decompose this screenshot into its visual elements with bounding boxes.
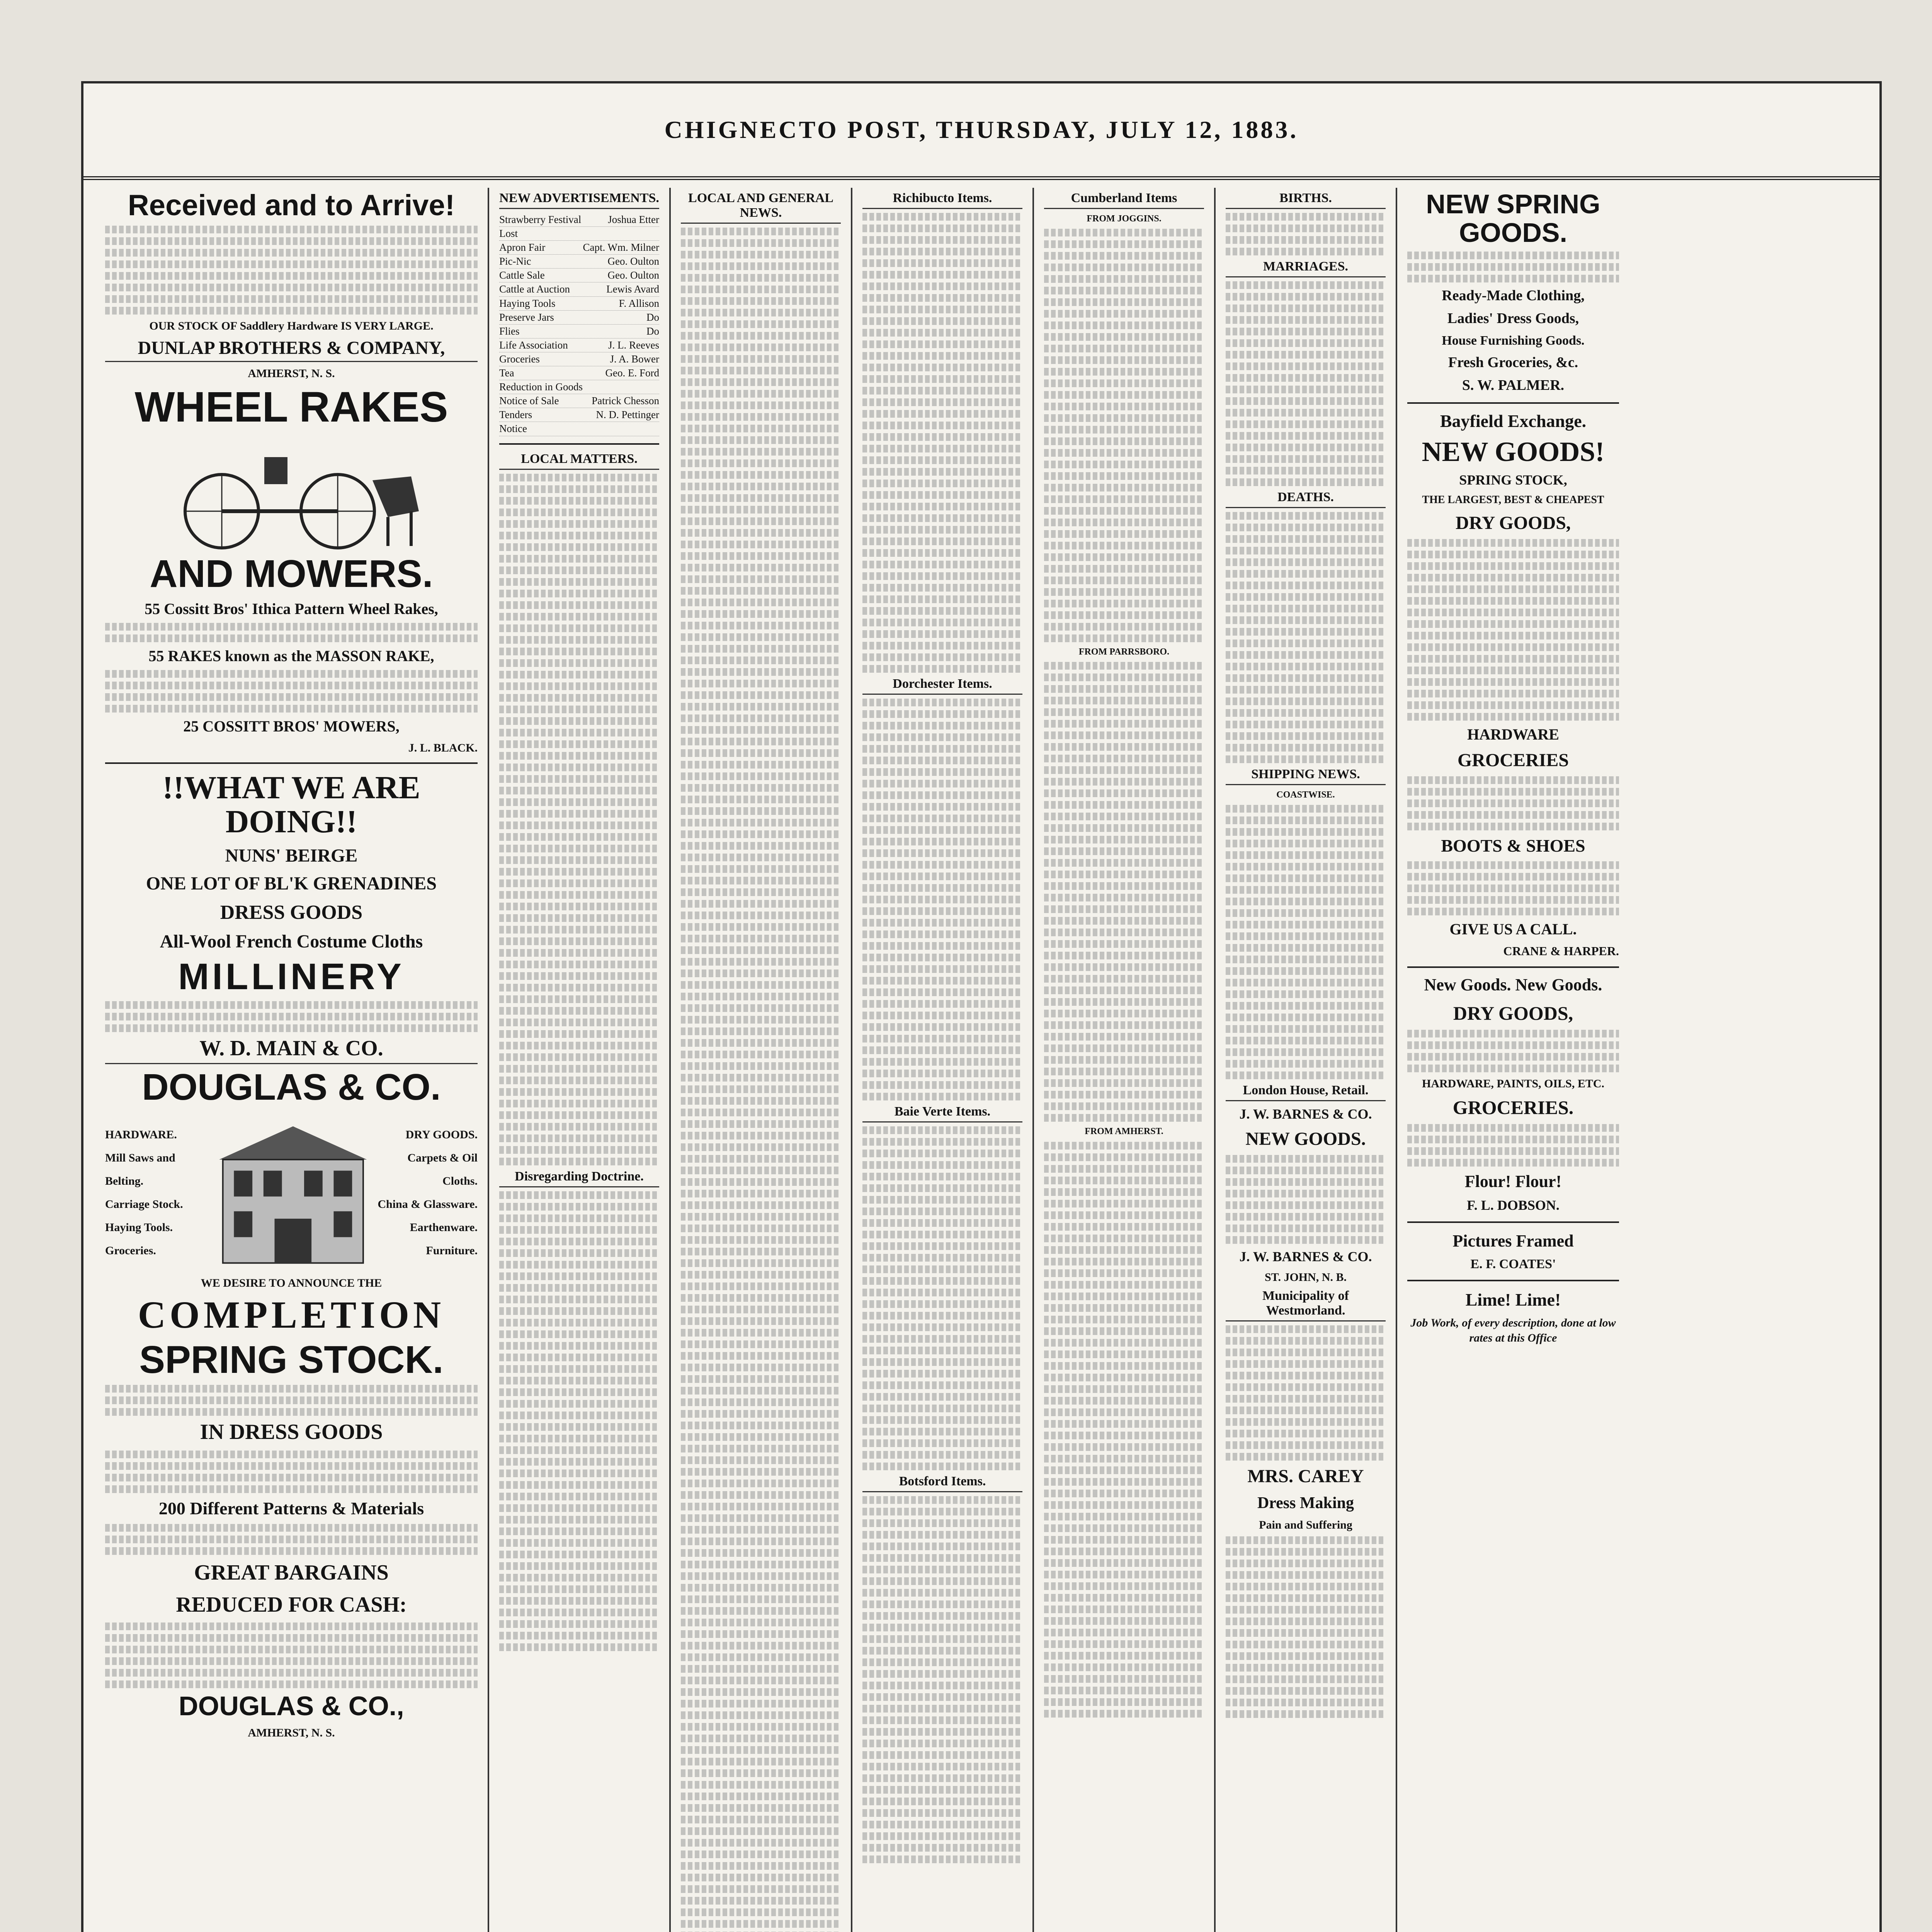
what-doing-heading: !!WHAT WE ARE DOING!! (162, 770, 420, 840)
dress-goods-line: DRESS GOODS (220, 901, 363, 924)
spring-goods-text (1407, 252, 1619, 282)
ad-advertiser: F. Allison (619, 297, 659, 309)
amherst-text (1044, 1142, 1204, 1718)
received-heading: Received and to Arrive! (128, 189, 455, 222)
coates-firm: E. F. COATES' (1470, 1257, 1556, 1271)
masthead (83, 83, 1879, 180)
ad-title: Strawberry Festival (499, 214, 582, 225)
douglas-heading: DOUGLAS & CO. (142, 1066, 441, 1108)
announce-line: WE DESIRE TO ANNOUNCE THE (201, 1277, 382, 1290)
column-ads-left (95, 188, 489, 1932)
london-house-heading: London House, Retail. (1226, 1083, 1386, 1101)
col2-text-a (499, 474, 659, 1165)
ladies-dress: Ladies' Dress Goods, (1447, 310, 1579, 327)
richibucto-heading: Richibucto Items. (862, 191, 1022, 209)
dry-goods-text (1407, 539, 1619, 721)
boots-shoes: BOOTS & SHOES (1441, 836, 1585, 856)
dunlap-firm: DUNLAP BROTHERS & COMPANY, (105, 337, 478, 362)
ad-title: Notice (499, 423, 527, 435)
groceries-2: GROCERIES. (1452, 1096, 1574, 1118)
ad-title: Apron Fair (499, 242, 546, 253)
deaths-text (1226, 512, 1386, 763)
ad-title: Reduction in Goods (499, 381, 583, 393)
flour-line: Flour! Flour! (1464, 1172, 1562, 1191)
ad-advertiser: Do (646, 311, 659, 323)
from-joggins: FROM JOGGINS. (1087, 214, 1162, 224)
column-cumberland (1034, 188, 1216, 1932)
millinery-heading: MILLINERY (178, 956, 405, 998)
ad-title: Tea (499, 367, 514, 379)
spring-stock-heading: SPRING STOCK. (139, 1338, 444, 1382)
groceries-line: GROCERIES (1457, 750, 1569, 770)
bayfield-heading: Bayfield Exchange. (1440, 411, 1587, 431)
ad-title: Notice of Sale (499, 395, 559, 407)
botsford-heading: Botsford Items. (862, 1474, 1022, 1492)
horse-rake-illustration (156, 434, 427, 550)
ad-advertiser: J. A. Bower (610, 353, 659, 365)
pain-suffering: Pain and Suffering (1259, 1519, 1352, 1532)
ad-title: Cattle at Auction (499, 283, 570, 295)
deaths-heading: DEATHS. (1226, 490, 1386, 508)
great-bargains: GREAT BARGAINS (194, 1560, 389, 1585)
baie-verte-heading: Baie Verte Items. (862, 1104, 1022, 1122)
dobson-firm: F. L. DOBSON. (1467, 1197, 1560, 1213)
reduced-text-filler (105, 1622, 478, 1688)
ad-advertiser: J. L. Reeves (608, 339, 659, 351)
palmer-firm: S. W. PALMER. (1462, 377, 1565, 394)
barnes-text (1226, 1155, 1386, 1244)
dress-making: Dress Making (1257, 1494, 1354, 1512)
spring-text-filler (105, 1385, 478, 1416)
ad-advertiser: Geo. Oulton (607, 269, 659, 281)
costume-cloths-line: All-Wool French Costume Cloths (160, 931, 423, 952)
fresh-groceries: Fresh Groceries, &c. (1448, 354, 1578, 371)
botsford-text (862, 1496, 1022, 1863)
douglas-right-list: DRY GOODS. Carpets & Oil Cloths. China & Glassware. Earthenware. Furniture. (378, 1128, 478, 1257)
marriages-text (1226, 281, 1386, 486)
ad-list-item (499, 297, 659, 311)
shipping-text (1226, 805, 1386, 1079)
ad-advertiser: Patrick Chesson (592, 395, 659, 407)
hardware-2: HARDWARE, PAINTS, OILS, ETC. (1422, 1077, 1605, 1090)
hardware-line: HARDWARE (1467, 725, 1559, 743)
barnes-firm-2: J. W. BARNES & CO. (1239, 1249, 1372, 1265)
masthead-title: CHIGNECTO POST, THURSDAY, JULY 12, 1883. (664, 116, 1299, 143)
groceries-text (1407, 776, 1619, 830)
dunlap-town: AMHERST, N. S. (248, 367, 335, 380)
new-ads-list (499, 213, 659, 436)
ad-title: Preserve Jars (499, 311, 554, 323)
ad-list-item (499, 213, 659, 227)
ad-title: Pic-Nic (499, 255, 531, 267)
douglas-left-list: HARDWARE. Mill Saws and Belting. Carriage Stock. Haying Tools. Groceries. (105, 1128, 183, 1257)
dorchester-text (862, 699, 1022, 1100)
column-local-general (671, 188, 852, 1932)
groceries-2-text (1407, 1124, 1619, 1167)
ready-made: Ready-Made Clothing, (1442, 287, 1585, 304)
ad-list-item (499, 422, 659, 436)
wheel-rakes-heading: WHEEL RAKES (134, 383, 448, 431)
ad-list-item (499, 255, 659, 269)
barnes-firm: J. W. BARNES & CO. (1239, 1106, 1372, 1122)
douglas-footer-town: AMHERST, N. S. (248, 1726, 335, 1739)
mrs-carey: MRS. CAREY (1247, 1466, 1364, 1487)
dry-goods-2: DRY GOODS, (1453, 1002, 1573, 1024)
nuns-beirge: NUNS' BEIRGE (225, 845, 358, 866)
masson-rakes-line: 55 RAKES known as the MASSON RAKE, (148, 647, 434, 665)
column-richibucto (852, 188, 1034, 1932)
spring-stock-line: SPRING STOCK, (1459, 472, 1567, 488)
ad-title: Flies (499, 325, 520, 337)
ad-list-item (499, 311, 659, 325)
rakes-text-filler (105, 623, 478, 642)
grenadines-line: ONE LOT OF BL'K GRENADINES (146, 873, 437, 894)
black-signature: J. L. BLACK. (408, 742, 478, 755)
columns (95, 188, 1868, 1932)
from-parrsboro: FROM PARRSBORO. (1078, 647, 1170, 657)
baie-verte-text (862, 1126, 1022, 1470)
ad-title: Lost (499, 228, 518, 240)
ad-title: Cattle Sale (499, 269, 545, 281)
barnes-new-goods: NEW GOODS. (1245, 1128, 1366, 1149)
pictures-framed: Pictures Framed (1452, 1231, 1574, 1250)
boots-text (1407, 861, 1619, 915)
ad-advertiser: Geo. Oulton (607, 255, 659, 267)
ad-advertiser: N. D. Pettinger (596, 409, 659, 421)
municipality-text (1226, 1325, 1386, 1461)
saddlery-line: OUR STOCK OF Saddlery Hardware IS VERY LARGE. (149, 319, 434, 332)
joggins-text (1044, 229, 1204, 642)
ad-advertiser: Do (646, 325, 659, 337)
give-us-call: GIVE US A CALL. (1449, 920, 1577, 938)
local-general-heading: LOCAL AND GENERAL NEWS. (681, 191, 841, 224)
house-furnishing: House Furnishing Goods. (1442, 333, 1585, 348)
marriages-heading: MARRIAGES. (1226, 259, 1386, 277)
ad-list-item (499, 325, 659, 338)
from-amherst: FROM AMHERST. (1085, 1126, 1163, 1137)
ad-list-item (499, 394, 659, 408)
dry-goods-2-text (1407, 1030, 1619, 1072)
crane-harper: CRANE & HARPER. (1503, 944, 1619, 958)
dress-text-filler (105, 1451, 478, 1493)
cossitt-rakes-line: 55 Cossitt Bros' Ithica Pattern Wheel Rakes, (145, 600, 438, 618)
dry-goods-line: DRY GOODS, (1456, 512, 1571, 533)
store-building-illustration (212, 1112, 374, 1274)
barnes-town: ST. JOHN, N. B. (1265, 1271, 1347, 1284)
cossitt-mowers-line: 25 COSSITT BROS' MOWERS, (183, 718, 400, 735)
patterns-text-filler (105, 1524, 478, 1555)
newspaper-page (81, 81, 1882, 1932)
parrsboro-text (1044, 662, 1204, 1122)
dorchester-heading: Dorchester Items. (862, 677, 1022, 695)
ad-advertiser: Lewis Avard (606, 283, 659, 295)
ad-title: Haying Tools (499, 297, 556, 309)
ad-list-item (499, 282, 659, 296)
ad-list-item (499, 269, 659, 282)
local-matters-heading: LOCAL MATTERS. (499, 452, 659, 470)
millinery-text-filler (105, 1001, 478, 1032)
births-heading: BIRTHS. (1226, 191, 1386, 209)
disregarding-heading: Disregarding Doctrine. (499, 1169, 659, 1187)
richibucto-text (862, 213, 1022, 673)
lime-line: Lime! Lime! (1465, 1290, 1561, 1310)
column-notices (1216, 188, 1397, 1932)
pain-text (1226, 1536, 1386, 1718)
ad-advertiser: Geo. E. Ford (605, 367, 659, 379)
largest-line: THE LARGEST, BEST & CHEAPEST (1422, 494, 1604, 506)
municipality-heading: Municipality of Westmorland. (1226, 1289, 1386, 1321)
col3-text (681, 228, 841, 1932)
ad-title: Tenders (499, 409, 532, 421)
ad-list-item (499, 352, 659, 366)
births-text (1226, 213, 1386, 255)
ad-list-item (499, 408, 659, 422)
ad-title: Groceries (499, 353, 540, 365)
completion-heading: COMPLETION (138, 1293, 445, 1337)
ad-list-item (499, 241, 659, 255)
ad-advertiser: Joshua Etter (608, 214, 659, 225)
column-ads-right (1397, 188, 1629, 1932)
cumberland-heading: Cumberland Items (1044, 191, 1204, 209)
ad-list-item (499, 227, 659, 241)
patterns-line: 200 Different Patterns & Materials (158, 1498, 424, 1519)
reduced-heading: REDUCED FOR CASH: (176, 1592, 407, 1617)
ad-advertiser: Capt. Wm. Milner (583, 242, 659, 253)
ad-list-item (499, 380, 659, 394)
new-goods-heading: NEW GOODS! (1422, 436, 1605, 467)
column-new-ads (489, 188, 671, 1932)
douglas-footer-firm: DOUGLAS & CO., (179, 1691, 404, 1721)
new-ads-heading: NEW ADVERTISEMENTS. (499, 191, 659, 209)
ad-list-item (499, 366, 659, 380)
shipping-heading: SHIPPING NEWS. (1226, 767, 1386, 785)
coastwise-label: COASTWISE. (1276, 790, 1335, 800)
col2-text-b (499, 1191, 659, 1651)
in-dress-goods-heading: IN DRESS GOODS (200, 1420, 383, 1444)
ad-list-item (499, 338, 659, 352)
spring-goods-heading: NEW SPRING GOODS. (1426, 189, 1600, 248)
ad-title: Life Association (499, 339, 568, 351)
masson-text-filler (105, 670, 478, 713)
goods-list-filler (105, 226, 478, 315)
wd-main-firm: W. D. MAIN & CO. (105, 1036, 478, 1064)
new-goods-2: New Goods. New Goods. (1424, 975, 1602, 994)
and-mowers-heading: AND MOWERS. (150, 552, 433, 596)
job-work: Job Work, of every description, done at low rates at this Office (1410, 1316, 1616, 1344)
